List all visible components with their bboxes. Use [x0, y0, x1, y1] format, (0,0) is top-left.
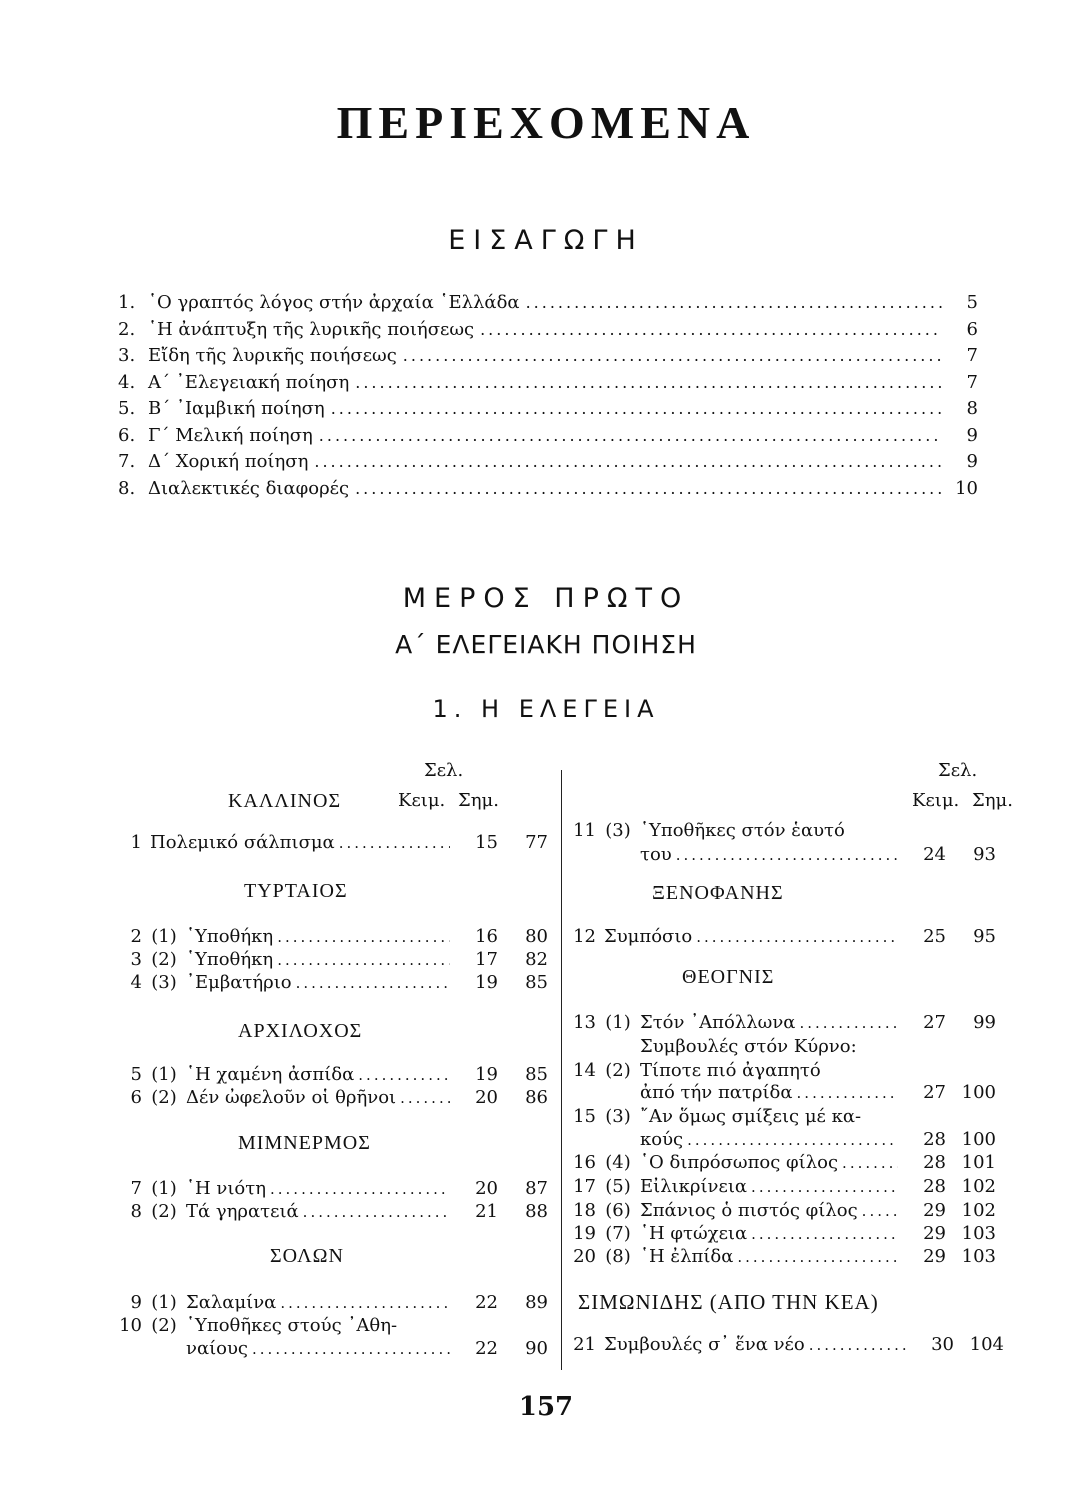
toc-entry-continued: ἀπό τήν πατρίδα ..... 27 100: [640, 1082, 996, 1103]
intro-item: 1. ῾Ο γραπτός λόγος στήν ἀρχαία ῾Ελλάδα ..... 5: [118, 292, 978, 319]
chapter-heading: 1. Η ΕΛΕΓΕΙΑ: [432, 695, 660, 723]
toc-entry-continued: κούς ..... 28 100: [640, 1129, 996, 1150]
poet-name: ΚΑΛΛΙΝΟΣ: [228, 790, 342, 812]
sim-label: Σημ.: [458, 790, 499, 811]
poet-name: ΘΕΟΓΝΙΣ: [682, 966, 775, 988]
intro-item: 6. Γ΄ Μελική ποίηση ..... 9: [118, 425, 978, 452]
poet-name: ΑΡΧΙΛΟΧΟΣ: [238, 1020, 363, 1042]
keim-label: Κειμ.: [912, 790, 960, 811]
toc-entry: 4 (3) ᾿Εμβατήριο ..... 19 85: [112, 972, 548, 993]
keim-label: Κειμ.: [398, 790, 446, 811]
toc-entry: 18 (6) Σπάνιος ὁ πιστός φίλος ..... 29 102: [566, 1200, 996, 1221]
column-divider: [561, 770, 562, 1370]
toc-entry-continued: ναίους ..... 22 90: [186, 1338, 548, 1359]
toc-entry: 6 (2) Δέν ὠφελοῦν οἱ θρῆνοι ..... 20 86: [112, 1087, 548, 1108]
part-subheading: Α΄ ΕΛΕΓΕΙΑΚΗ ΠΟΙΗΣΗ: [395, 630, 697, 659]
poet-name: ΣΙΜΩΝΙΔΗΣ (ΑΠΟ ΤΗΝ ΚΕΑ): [578, 1290, 879, 1314]
intro-item: 4. Α΄ ᾿Ελεγειακή ποίηση ..... 7: [118, 372, 978, 399]
toc-entry: 9 (1) Σαλαμίνα ..... 22 89: [112, 1292, 548, 1313]
intro-list: [118, 292, 978, 504]
toc-entry: 13 (1) Στόν ᾿Απόλλωνα ..... 27 99: [566, 1012, 996, 1033]
toc-entry: 8 (2) Τά γηρατειά ..... 21 88: [112, 1201, 548, 1222]
sel-label: Σελ.: [424, 760, 464, 781]
intro-item: 8. Διαλεκτικές διαφορές ..... 10: [118, 478, 978, 505]
toc-entry: 19 (7) ῾Η φτώχεια ..... 29 103: [566, 1223, 996, 1244]
intro-item: 7. Δ΄ Χορική ποίηση ..... 9: [118, 451, 978, 478]
poet-name: ΜΙΜΝΕΡΜΟΣ: [238, 1132, 371, 1154]
toc-entry: 10 (2) ῾Υποθῆκες στούς ᾿Αθη-: [119, 1315, 398, 1336]
toc-entry: 16 (4) ῾Ο διπρόσωπος φίλος ..... 28 101: [566, 1152, 996, 1173]
toc-entry: 2 (1) ῾Υποθήκη ..... 16 80: [112, 926, 548, 947]
sel-label: Σελ.: [938, 760, 978, 781]
page-number: 157: [518, 1392, 574, 1422]
intro-heading: ΕΙΣΑΓΩΓΗ: [448, 225, 644, 256]
toc-entry: 7 (1) ῾Η νιότη ..... 20 87: [112, 1178, 548, 1199]
poet-name: ΞΕΝΟΦΑΝΗΣ: [652, 882, 784, 904]
toc-entry: 21 Συμβουλές σ᾿ ἕνα νέο ..... 30 104: [566, 1334, 1004, 1355]
toc-entry: 3 (2) ῾Υποθήκη ..... 17 82: [112, 949, 548, 970]
toc-entry: 11 (3) ῾Υποθῆκες στόν ἑαυτό: [573, 820, 845, 841]
toc-entry: 20 (8) ῾Η ἐλπίδα ..... 29 103: [566, 1246, 996, 1267]
intro-item: 2. ῾Η ἀνάπτυξη τῆς λυρικῆς ποιήσεως ..... 6: [118, 319, 978, 346]
intro-item: 5. Β΄ ᾿Ιαμβική ποίηση ..... 8: [118, 398, 978, 425]
toc-entry: 12 Συμπόσιο ..... 25 95: [566, 926, 996, 947]
toc-entry-continued: του ..... 24 93: [640, 844, 996, 865]
part-heading: ΜΕΡΟΣ ΠΡΩΤΟ: [402, 583, 690, 614]
toc-entry-subheading: Συμβουλές στόν Κύρνο:: [640, 1036, 857, 1057]
intro-item: 3. Εἴδη τῆς λυρικῆς ποιήσεως ..... 7: [118, 345, 978, 372]
toc-entry: 1 Πολεμικό σάλπισμα ..... 15 77: [128, 832, 548, 853]
poet-name: ΤΥΡΤΑΙΟΣ: [244, 880, 348, 902]
poet-name: ΣΟΛΩΝ: [270, 1245, 344, 1267]
toc-entry: 17 (5) Εἰλικρίνεια ..... 28 102: [566, 1176, 996, 1197]
toc-entry: 14 (2) Τίποτε πιό ἀγαπητό: [573, 1060, 821, 1081]
page-title: ΠΕΡΙΕΧΟΜΕΝΑ: [336, 97, 756, 148]
toc-entry: 5 (1) ῾Η χαμένη ἀσπίδα ..... 19 85: [112, 1064, 548, 1085]
toc-entry: 15 (3) ῎Αν ὅμως σμίξεις μέ κα-: [573, 1106, 862, 1127]
sim-label: Σημ.: [972, 790, 1013, 811]
